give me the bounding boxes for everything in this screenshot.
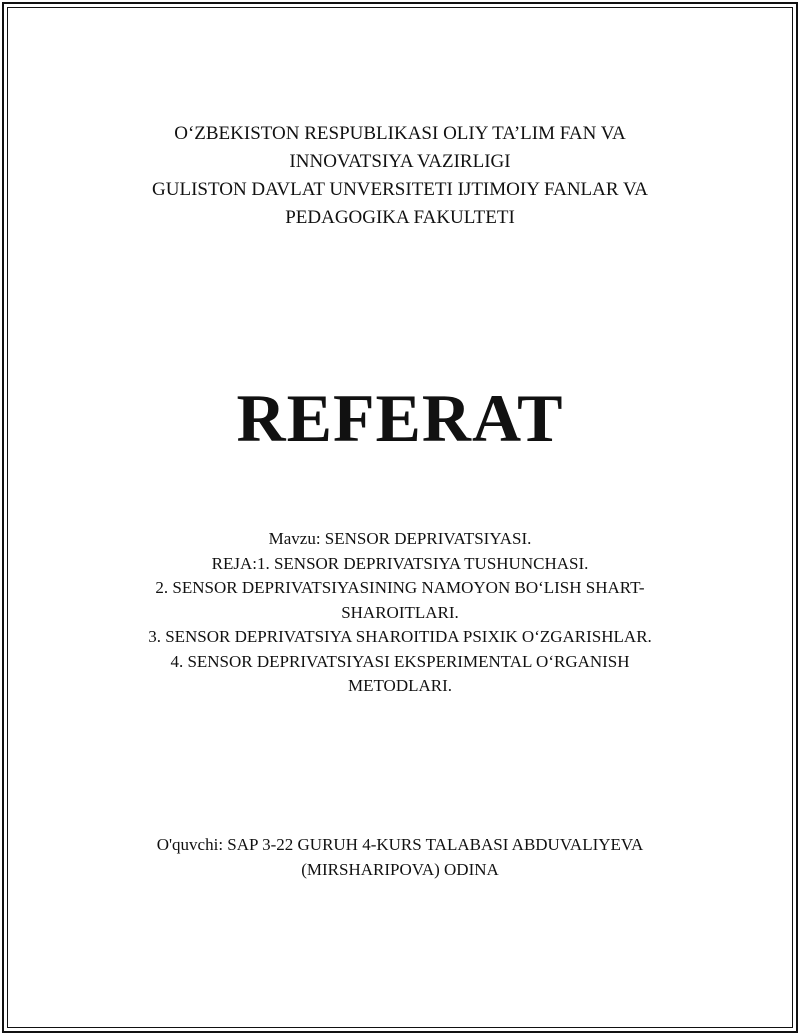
plan-item-1: REJA:1. SENSOR DEPRIVATSIYA TUSHUNCHASI.	[211, 553, 589, 573]
ministry-header	[60, 120, 740, 232]
student-line-2: (MIRSHARIPOVA) ODINA	[301, 860, 499, 879]
student-info	[60, 832, 740, 882]
plan-item-2-continued: SHAROITLARI.	[341, 602, 459, 622]
document-title: REFERAT	[236, 380, 564, 456]
plan-item-4: 4. SENSOR DEPRIVATSIYASI EKSPERIMENTAL O‘RGANISH	[170, 651, 630, 671]
university-line-2: PEDAGOGIKA FAKULTETI	[285, 207, 515, 228]
student-line-1: O'quvchi: SAP 3-22 GURUH 4-KURS TALABASI ABDUVALIYEVA	[156, 835, 644, 854]
university-line-1: GULISTON DAVLAT UNVERSITETI IJTIMOIY FANLAR VA	[152, 179, 648, 200]
topic-and-plan	[60, 527, 740, 699]
ministry-line-1: O‘ZBEKISTON RESPUBLIKASI OLIY TA’LIM FAN VA	[174, 123, 626, 144]
plan-item-4-continued: METODLARI.	[347, 676, 453, 695]
ministry-line-2: INNOVATSIYA VAZIRLIGI	[289, 151, 511, 172]
plan-item-3: 3. SENSOR DEPRIVATSIYA SHAROITIDA PSIXIK O‘ZGARISHLAR.	[148, 627, 652, 646]
plan-item-2: 2. SENSOR DEPRIVATSIYASINING NAMOYON BO‘LISH SHART-	[155, 578, 645, 597]
topic-line: Mavzu: SENSOR DEPRIVATSIYASI.	[268, 529, 532, 548]
